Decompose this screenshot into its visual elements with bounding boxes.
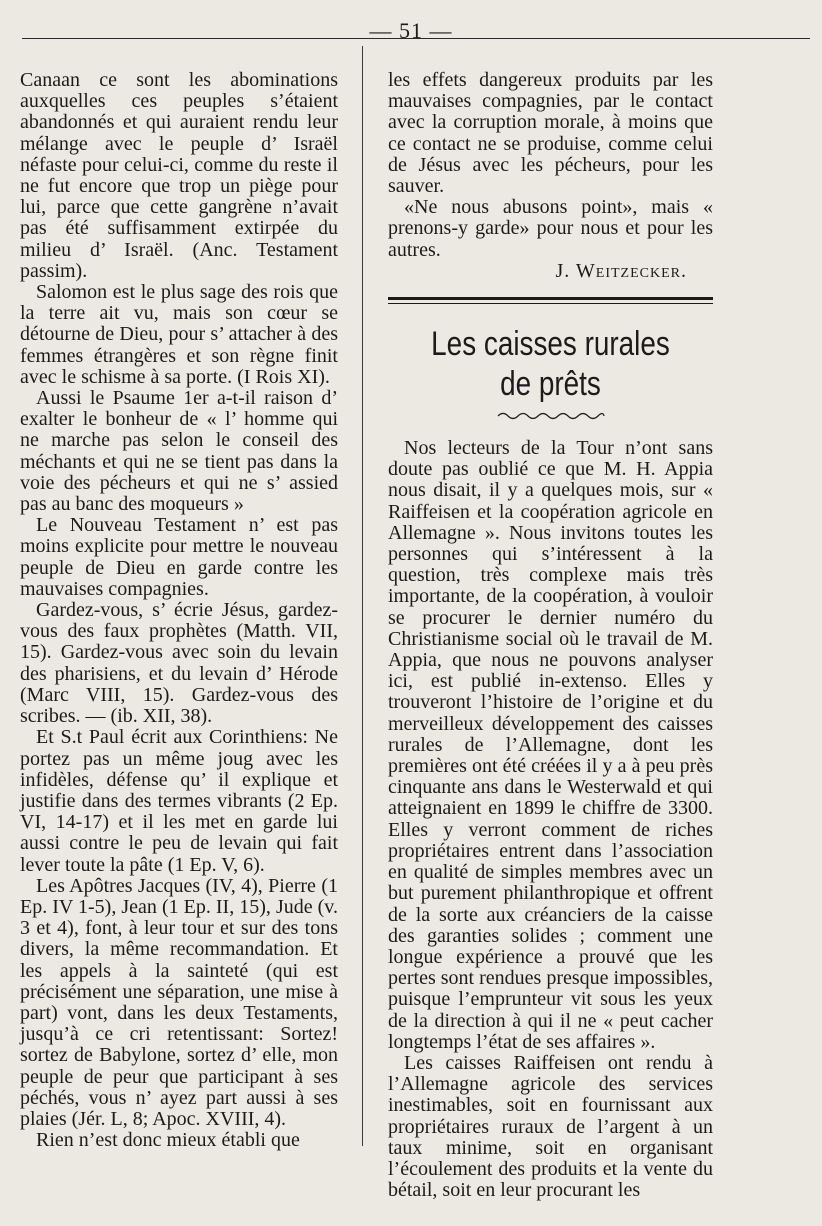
left-paragraph-8: Rien n’est donc mieux établi que bbox=[36, 1129, 300, 1152]
left-paragraph-7: Les Apôtres Jacques (IV, 4), Pierre (1 Ep. IV 1-5), Jean (1 Ep. II, 15), Jude (v. 3 et 4), font, à leur tour et sur des tons divers, la même recommandation. Et les appels à la sainteté (qui est précisément une séparation, une mise à part) vont, dans les deux Testaments, jusqu’à ce cri retentissant: Sortez! sortez de Babylone, sortez d’ elle, mon peuple de peur que participant à ses péchés, vous n’ ayez part aussi à ses plaies (Jér. L, 8; Apoc. XVIII, 4). bbox=[20, 874, 338, 1130]
article-title: Les caisses rurales de prêts bbox=[431, 325, 670, 404]
left-paragraph-1: Canaan ce sont les abominations auxquelles ces peuples s’étaient abandonnés et qui auraient rendu leur mélange avec le peuple d’ Israël néfaste pour celui-ci, comme du reste il ne fut encore que trop un piège pour lui, parce que cette gangrène n’avait pas été suffisamment extirpée du milieu d’ Israël. (Anc. Testament passim). bbox=[20, 69, 338, 282]
left-paragraph-4: Le Nouveau Testament n’ est pas moins explicite pour mettre le nouveau peuple de Dieu en garde contre les mauvaises compagnies. bbox=[20, 514, 338, 600]
right-continuation-1: les effets dangereux produits par les mauvaises compagnies, par le contact avec la corruption morale, à moins que ce contact ne se produise, comme celui de Jésus avec les pécheurs, pour les sauver. bbox=[388, 69, 713, 198]
column-divider bbox=[362, 46, 363, 1146]
left-column bbox=[20, 70, 338, 1151]
left-paragraph-6: Et S.t Paul écrit aux Corinthiens: Ne portez pas un même joug avec les infidèles, défense qu’ il explique et justifie dans des termes vibrants (2 Ep. VI, 14-17) et il les met en garde lui aussi contre le peu de levain qui fait lever toute la pâte (1 Ep. V, 6). bbox=[20, 726, 338, 876]
left-paragraph-5: Gardez-vous, s’ écrie Jésus, gardez-vous des faux prophètes (Matth. VII, 15). Gardez-vous avec soin du levain des pharisiens, et du levain d’ Hérode (Marc VIII, 15). Gardez-vous des scribes. — (ib. XII, 38). bbox=[20, 599, 338, 728]
right-continuation-2: «Ne nous abusons point», mais « prenons-y garde» pour nous et pour les autres. bbox=[388, 196, 713, 261]
left-paragraph-3: Aussi le Psaume 1er a-t-il raison d’ exalter le bonheur de « l’ homme qui ne marche pas selon le conseil des méchants et qui ne se tient pas dans la voie des pécheurs et qui ne s’ assied pas au banc des moqueurs » bbox=[20, 387, 338, 516]
left-paragraph-2: Salomon est le plus sage des rois que la terre ait vu, mais son cœur se détourne de Dieu, pour s’ attacher à des femmes étrangères et son règne finit avec le schisme à sa porte. (I Rois XI). bbox=[20, 281, 338, 388]
section-rule-thick bbox=[388, 297, 713, 300]
article-paragraph-1: Nos lecteurs de la Tour n’ont sans doute pas oublié ce que M. H. Appia nous disait, il y a quelques mois, sur « Raiffeisen et la coopération agricole en Allemagne ». Nous invitons toutes les personnes qui s’intéressent à la question, très complexe mais très importante, de la coopération, à vouloir se procurer le dernier numéro du Christianisme social où le travail de M. Appia, que nous ne pouvons analyser ici, est publié in-extenso. Elles y trouveront l’histoire de l’origine et du merveilleux développement des caisses rurales de l’Allemagne, dont les premières ont été créées il y a à peu près cinquante ans dans le Westerwald et qui atteignaient en 1899 le chiffre de 3300. Elles y verront comment de riches propriétaires entrent dans l’association en qualité de simples membres avec un but purement philanthropique et offrent de la sorte aux créanciers de la caisse des garanties solides ; comment une longue expérience a prouvé que les pertes sont rendues presque impossibles, puisque l’emprunteur vit sous les yeux de la direction à qui il ne « peut cacher longtemps l’état de ses affaires ». bbox=[388, 437, 713, 1053]
section-rule-thin bbox=[388, 303, 713, 304]
article-paragraph-2: Les caisses Raiffeisen ont rendu à l’Allemagne agricole des services inestimables, soit en fournissant aux propriétaires ruraux de l’argent à un taux minime, soit en organisant l’écoulement des produits et la vente du bétail, soit en leur procurant les bbox=[388, 1051, 713, 1202]
wavy-ornament bbox=[496, 410, 606, 420]
page-number: — 51 — bbox=[369, 18, 453, 43]
author-signature: J. Weitzecker. bbox=[555, 259, 687, 282]
right-column bbox=[388, 70, 713, 1201]
header-rule bbox=[22, 38, 810, 39]
